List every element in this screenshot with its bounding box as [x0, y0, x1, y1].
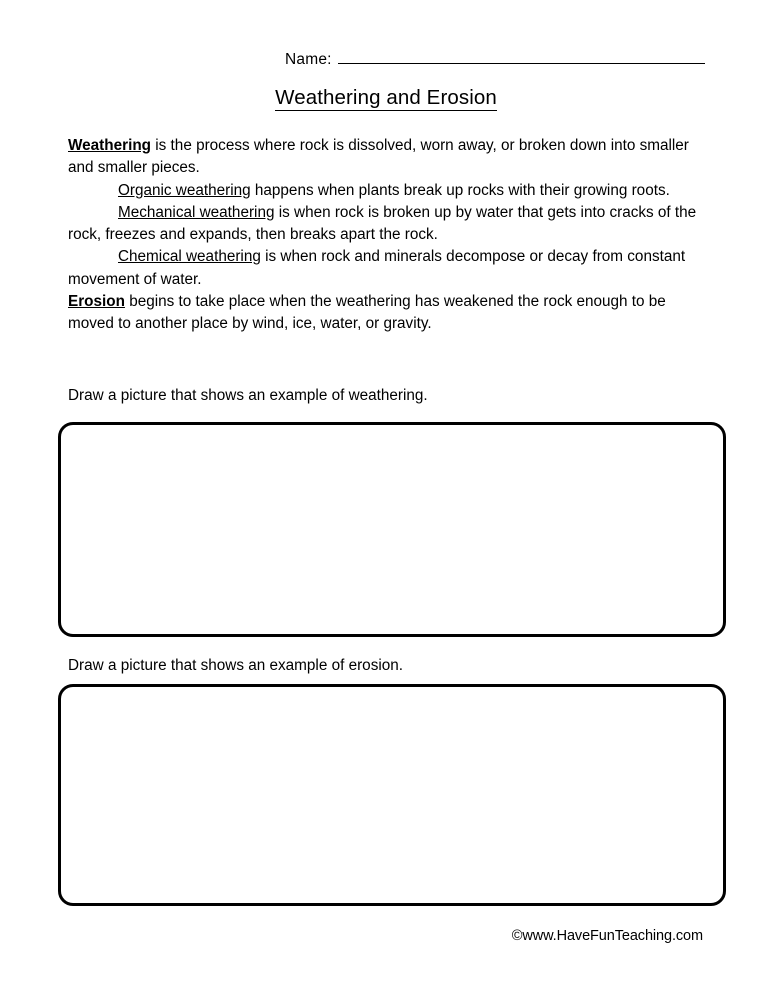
page-title-text: Weathering and Erosion [275, 86, 497, 109]
name-write-line[interactable] [338, 44, 705, 64]
paragraph-weathering-definition [68, 135, 708, 180]
keyword-organic-weathering: Organic weathering [118, 181, 251, 199]
keyword-erosion: Erosion [68, 293, 125, 311]
paragraph-chemical-weathering [68, 246, 708, 291]
keyword-weathering: Weathering [68, 137, 152, 154]
drawing-box-weathering[interactable] [58, 422, 726, 637]
paragraph-chemical-weathering-text: is when rock and minerals decompose or decay from constant movement of water. [68, 248, 686, 288]
paragraph-organic-weathering-text: happens when plants break up rocks with their growing roots. [250, 181, 670, 199]
prompt-weathering: Draw a picture that shows an example of weathering. [68, 387, 428, 404]
keyword-mechanical-weathering: Mechanical weathering [118, 203, 275, 221]
paragraph-erosion-definition-text: begins to take place when the weathering has weakened the rock enough to be moved to another place by wind, ice, water, or gravity. [68, 293, 666, 333]
name-field[interactable] [285, 44, 705, 70]
paragraph-mechanical-weathering-text: is when rock is broken up by water that gets into cracks of the rock, freezes and expands, then breaks apart the rock. [68, 203, 697, 244]
paragraph-weathering-definition-text: is the process where rock is dissolved, worn away, or broken down into smaller and smaller pieces. [68, 137, 689, 177]
footer-credit: ©www.HaveFunTeaching.com [511, 928, 703, 944]
prompt-erosion: Draw a picture that shows an example of erosion. [68, 657, 404, 674]
paragraph-mechanical-weathering [68, 202, 708, 247]
keyword-chemical-weathering: Chemical weathering [118, 248, 261, 266]
paragraph-organic-weathering [68, 180, 708, 202]
paragraph-erosion-definition [68, 291, 708, 336]
name-label: Name: [285, 51, 332, 68]
lesson-text [68, 135, 708, 336]
page-title [0, 85, 772, 111]
drawing-box-erosion[interactable] [58, 684, 726, 906]
